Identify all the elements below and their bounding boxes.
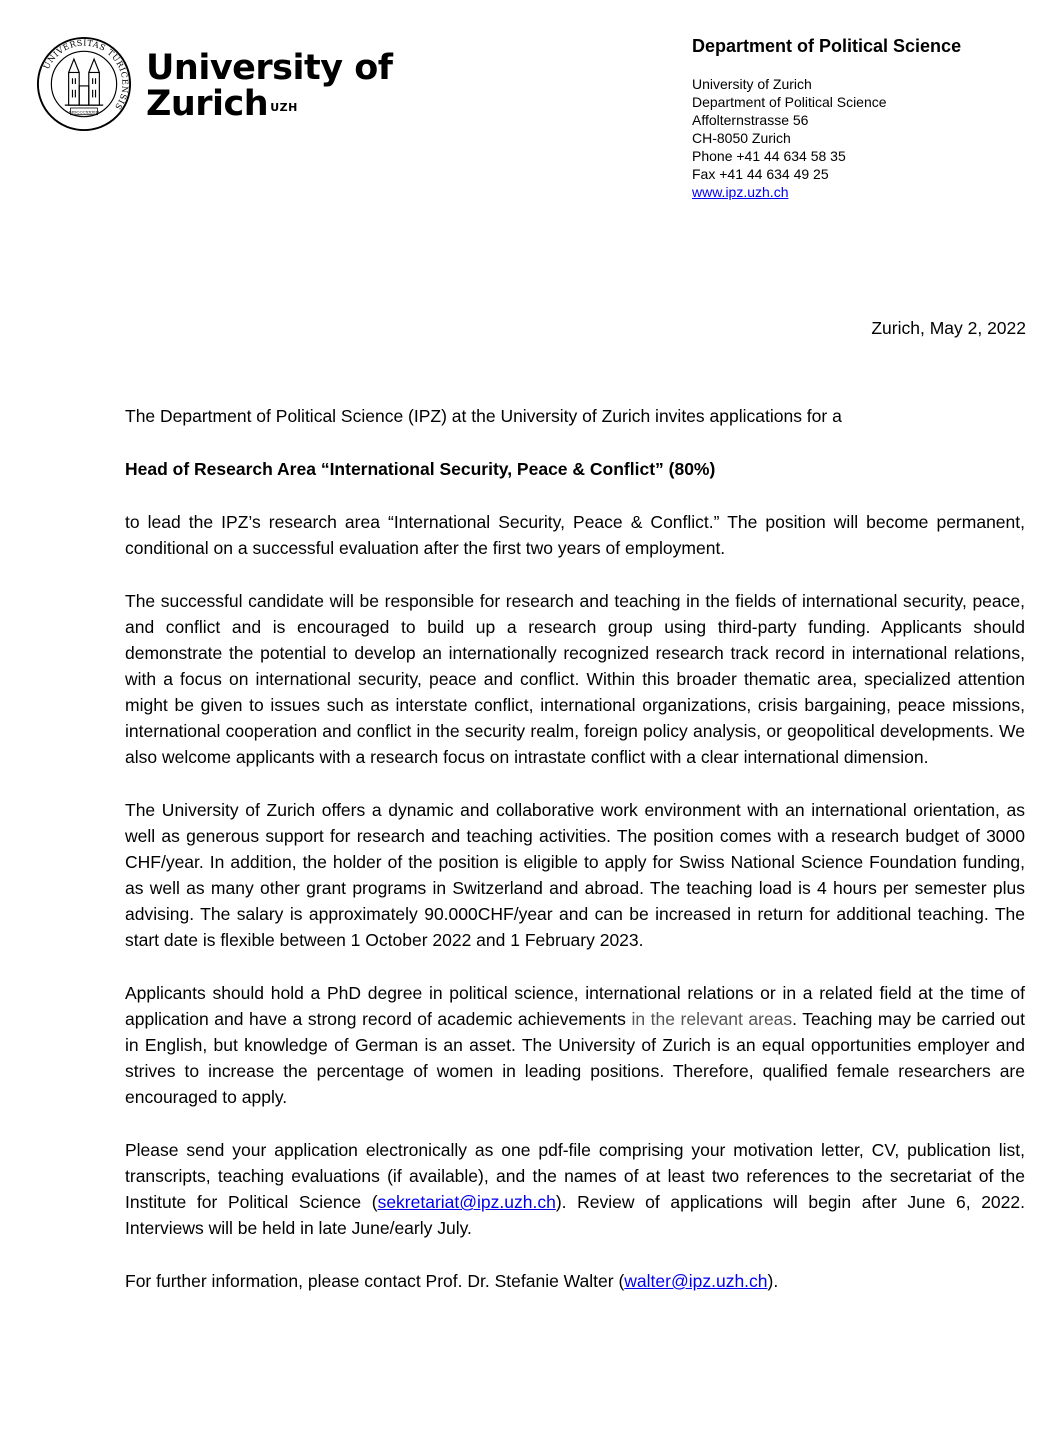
seal-text: UNIVERSITAS TURICENSIS [41, 37, 131, 113]
address-line: University of Zurich [692, 76, 812, 92]
uzh-superscript: UZH [270, 101, 298, 114]
university-wordmark [146, 50, 392, 122]
secretariat-email-link[interactable]: sekretariat@ipz.uzh.ch [377, 1192, 556, 1212]
paragraph-application: Please send your application electronically as one pdf-file comprising your motivation letter, CV, publication list, transcripts, teaching evaluations (if available), and the names of at least two references to the secretariat of the Institute for Political Science (sekretariat@ipz.uzh.ch). Review of applications will begin after June 6, 2022. Interviews will be held in late June/early July. [125, 1140, 1025, 1238]
paragraph-position: to lead the IPZ’s research area “International Security, Peace & Conflict.” The position will become permanent, conditional on a successful evaluation after the first two years of employment. [125, 512, 1025, 558]
seal-year: MDCCCXXXIII [69, 109, 99, 115]
address-line: Department of Political Science [692, 94, 887, 110]
university-name-line2: Zurich $^{UZH}$ [146, 84, 298, 124]
letter-body [125, 403, 1025, 1321]
paragraph-requirements: Applicants should hold a PhD degree in political science, international relations or in a related field at the time of application and have a strong record of academic achievements in the relevant areas. Teaching may be carried out in English, but knowledge of German is an asset. The University of Zurich is an equal opportunities employer and strives to increase the percentage of women in leading positions. Therefore, qualified female researchers are encouraged to apply. [125, 983, 1025, 1107]
fax-line: Fax +41 44 634 49 25 [692, 166, 829, 182]
position-title: Head of Research Area “International Security, Peace & Conflict” (80%) [125, 459, 716, 479]
university-seal-logo [36, 36, 132, 132]
department-title: Department of Political Science [692, 36, 962, 56]
department-address-block [692, 35, 961, 201]
website-link[interactable]: www.ipz.uzh.ch [692, 184, 789, 200]
intro-paragraph: The Department of Political Science (IPZ) at the University of Zurich invites applications for a [125, 406, 842, 426]
phone-line: Phone +41 44 634 58 35 [692, 148, 846, 164]
paragraph-offer: The University of Zurich offers a dynamic and collaborative work environment with an international orientation, as well as generous support for research and teaching activities. The position comes with a research budget of 3000 CHF/year. In addition, the holder of the position is eligible to apply for Swiss National Science Foundation funding, as well as many other grant programs in Switzerland and abroad. The teaching load is 4 hours per semester plus advising. The salary is approximately 90.000CHF/year and can be increased in return for additional teaching. The start date is flexible between 1 October 2022 and 1 February 2023. [125, 800, 1025, 950]
contact-email-link[interactable]: walter@ipz.uzh.ch [624, 1271, 768, 1291]
address-line: CH-8050 Zurich [692, 130, 791, 146]
university-name-line1: University of [146, 48, 393, 88]
paragraph-contact: For further information, please contact Prof. Dr. Stefanie Walter (walter@ipz.uzh.ch). [125, 1271, 779, 1291]
letter-date: Zurich, May 2, 2022 [871, 318, 1026, 338]
paragraph-responsibilities: The successful candidate will be responsible for research and teaching in the fields of international security, peace, and conflict and is encouraged to build up a research group using third-party funding. Applicants should demonstrate the potential to develop an internationally recognized research track record in international relations, with a focus on international security, peace and conflict. Within this broader thematic area, specialized attention might be given to issues such as interstate conflict, international organizations, crisis bargaining, peace missions, international cooperation and conflict in the security realm, foreign policy analysis, or geopolitical developments. We also welcome applicants with a research focus on intrastate conflict with a clear international dimension. [125, 591, 1025, 767]
address-line: Affolternstrasse 56 [692, 112, 809, 128]
